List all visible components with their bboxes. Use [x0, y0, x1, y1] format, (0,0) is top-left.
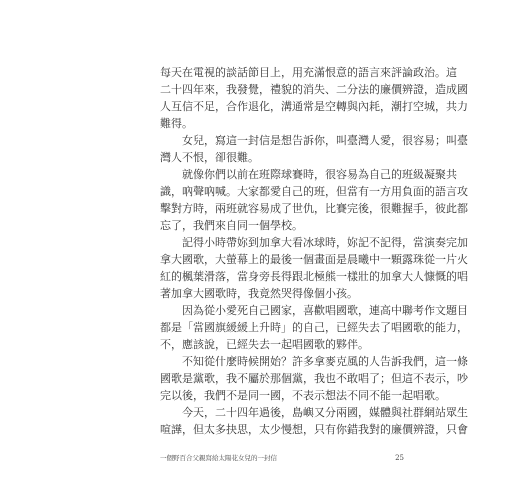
text-line: 灣人不恨，卻很難。 [160, 151, 259, 164]
text-line: 紅的楓葉滑落，當身旁長得跟北極熊一樣壯的加拿大人慷慨的唱 [160, 270, 468, 283]
text-line: 每天在電視的談話節目上，用充滿恨意的語言來評論政治。這 [160, 66, 457, 79]
text-line: 不，應該說，已經失去一起唱國歌的夥伴。 [160, 338, 369, 351]
page-number: 25 [395, 454, 404, 462]
text-line: 喧譁，但太多抉思，太少慢想，只有你錯我對的廉價辨證，只會 [160, 423, 468, 436]
body-text [160, 64, 468, 438]
text-line: 今天，二十四年過後，島嶼又分兩國，媒體與社群網站眾生 [160, 406, 468, 419]
text-line: 難得。 [160, 117, 193, 130]
text-line: 拿大國歌，大螢幕上的最後一個畫面是晨曦中一顆露珠從一片火 [160, 253, 468, 266]
text-line: 人互信不足，合作退化，溝通常是空轉與內耗，潮打空城，共力 [160, 100, 468, 113]
text-line: 不知從什麼時候開始？許多拿麥克風的人告訴我們，這一條 [160, 355, 468, 368]
text-line: 因為從小愛死自己國家，喜歡唱國歌，連高中聯考作文題目 [160, 304, 468, 317]
text-line: 二十四年來，我發覺，禮貌的消失、二分法的廉價辨證，造成國 [160, 83, 468, 96]
running-footer-title: 一個野百合父親寫給太陽花女兒的一封信 [160, 454, 277, 462]
text-line: 識，吶聲吶喊。大家都愛自己的班，但當有一方用負面的語言攻 [160, 185, 468, 198]
text-line: 都是「當國旗緩緩上升時」的自己，已經失去了唱國歌的能力， [160, 321, 468, 334]
text-line: 擊對方時，兩班就容易成了世仇，比賽完後，很難握手，彼此都 [160, 202, 468, 215]
text-line: 忘了，我們來自同一個學校。 [160, 219, 303, 232]
text-line: 女兒，寫這一封信是想告訴你，叫臺灣人愛，很容易；叫臺 [160, 134, 468, 147]
text-line: 完以後，我們不是同一國，不表示想法不同不能一起唱歌。 [160, 389, 446, 402]
text-line: 記得小時帶妳到加拿大看冰球時，妳記不記得，當演奏完加 [160, 236, 468, 249]
text-line: 著加拿大國歌時，我竟然哭得像個小孩。 [160, 287, 358, 300]
page-footer [160, 452, 404, 464]
text-line: 國歌是黨歌，我不屬於那個黨，我也不敢唱了；但這不表示，吵 [160, 372, 468, 385]
text-line: 就像你們以前在班際球賽時，很容易為自己的班級凝聚共 [160, 168, 457, 181]
